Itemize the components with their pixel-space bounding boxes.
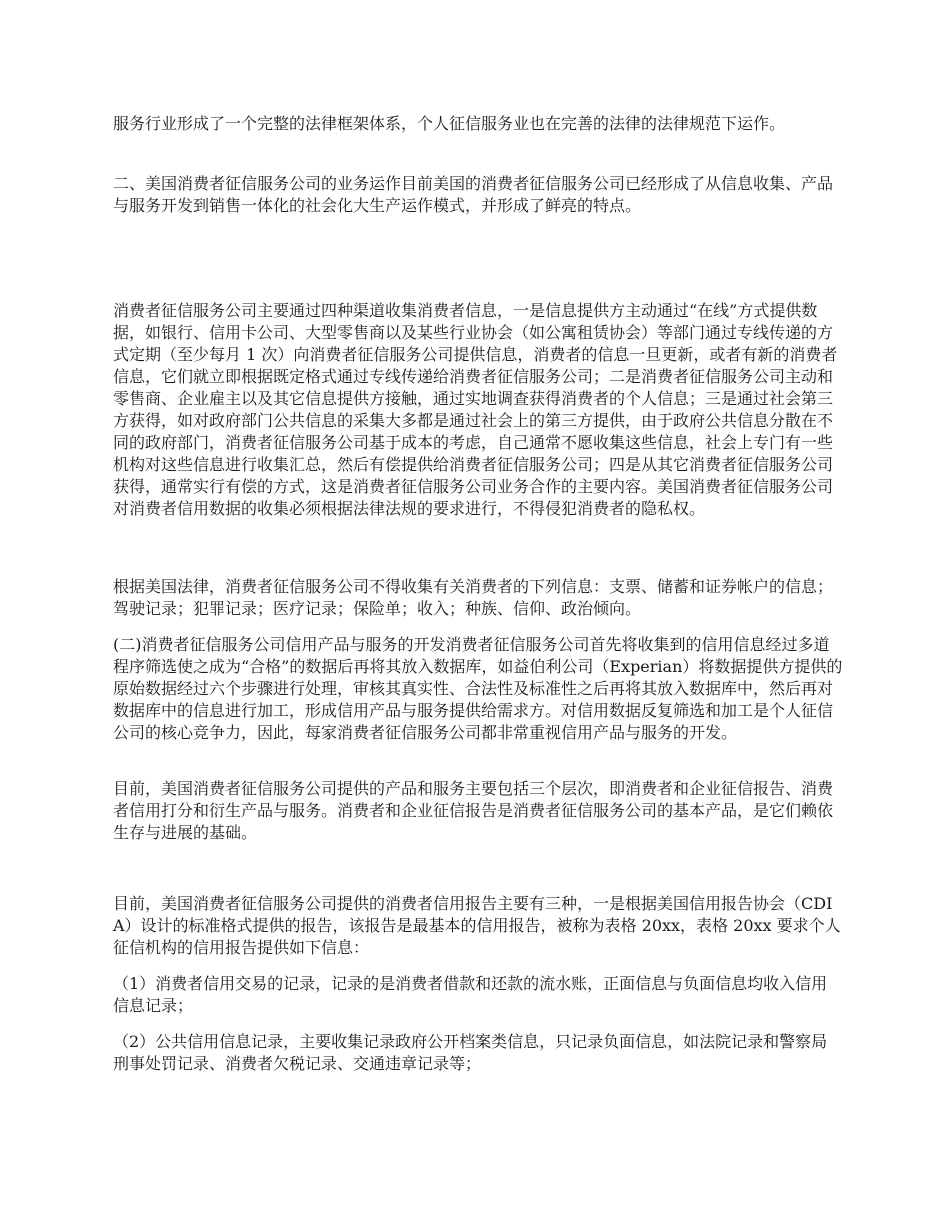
list-item-transaction-records: （1）消费者信用交易的记录，记录的是消费者借款和还款的流水账，正面信息与负面信息均收入信用信息记录； bbox=[113, 974, 828, 1015]
paragraph-product-development: (二)消费者征信服务公司信用产品与服务的开发消费者征信服务公司首先将收集到的信用信息经过多道程序筛选使之成为“合格”的数据后再将其放入数据库，如益伯利公司（Experian）将数据提供方提供的原始数据经过六个步骤进行处理，审核其真实性、合法性及标准性之后再将其放入数据库中，然后再对数据库中的信息进行加工，形成信用产品与服务提供给需求方。对信用数据反复筛选和加工是个人征信公司的核心竞争力，因此，每家消费者征信服务公司都非常重视信用产品与服务的开发。 bbox=[113, 635, 843, 742]
paragraph-credit-reports: 目前，美国消费者征信服务公司提供的消费者信用报告主要有三种，一是根据美国信用报告协会（CDIA）设计的标准格式提供的报告，该报告是最基本的信用报告，被称为表格 20xx，表格 20xx 要求个人征信机构的信用报告提供如下信息： bbox=[113, 894, 841, 957]
paragraph-collection-channels: 消费者征信服务公司主要通过四种渠道收集消费者信息，一是信息提供方主动通过“在线”方式提供数据，如银行、信用卡公司、大型零售商以及某些行业协会（如公寓租赁协会）等部门通过专线传递的方式定期（至少每月 1 次）向消费者征信服务公司提供信息，消费者的信息一旦更新，或者有新的消费者信息，它们就立即根据既定格式通过专线传递给消费者征信服务公司；二是消费者征信服务公司主动和零售商、企业雇主以及其它信息提供方接触，通过实地调查获得消费者的个人信息；三是通过社会第三方获得，如对政府部门公共信息的采集大多都是通过社会上的第三方提供，由于政府公共信息分散在不同的政府部门，消费者征信服务公司基于成本的考虑，自己通常不愿收集这些信息，社会上专门有一些机构对这些信息进行收集汇总，然后有偿提供给消费者征信服务公司；四是从其它消费者征信服务公司获得，通常实行有偿的方式，这是消费者征信服务公司业务合作的主要内容。美国消费者征信服务公司对消费者信用数据的收集必须根据法律法规的要求进行，不得侵犯消费者的隐私权。 bbox=[113, 301, 838, 518]
paragraph-section-two-heading: 二、美国消费者征信服务公司的业务运作目前美国的消费者征信服务公司已经形成了从信息收集、产品与服务开发到销售一体化的社会化大生产运作模式，并形成了鲜亮的特点。 bbox=[113, 174, 834, 215]
paragraph-legal-restrictions: 根据美国法律，消费者征信服务公司不得收集有关消费者的下列信息：支票、储蓄和证券帐户的信息；驾驶记录；犯罪记录；医疗记录；保险单；收入；种族、信仰、政治倾向。 bbox=[113, 577, 834, 618]
paragraph-product-levels: 目前，美国消费者征信服务公司提供的产品和服务主要包括三个层次，即消费者和企业征信报告、消费者信用打分和衍生产品与服务。消费者和企业征信报告是消费者征信服务公司的基本产品，是它们赖依生存与进展的基础。 bbox=[113, 779, 834, 842]
paragraph-legal-framework: 服务行业形成了一个完整的法律框架体系，个人征信服务业也在完善的法律的法律规范下运作。 bbox=[113, 114, 786, 133]
list-item-public-records: （2）公共信用信息记录，主要收集记录政府公开档案类信息，只记录负面信息，如法院记录和警察局刑事处罚记录、消费者欠税记录、交通违章记录等； bbox=[113, 1032, 828, 1073]
